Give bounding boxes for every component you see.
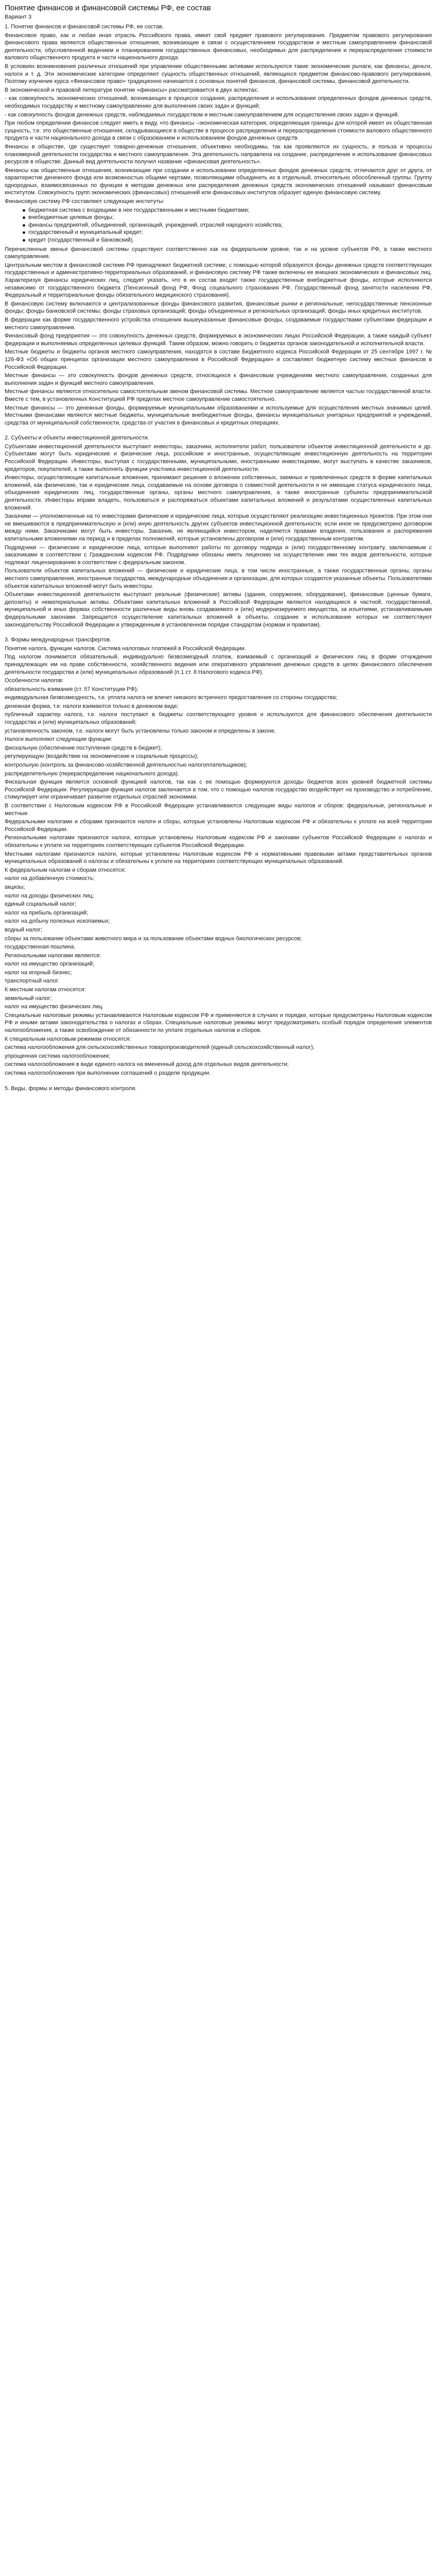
list-line: налог на имущество организаций;: [5, 961, 95, 968]
list-line: единый социальный налог;: [5, 901, 77, 908]
document-page: [0, 0, 436, 1109]
paragraph: индивидуальная безвозмездность, т.е. уплата налога не влечет никакого встречного предоставления со стороны государства;: [5, 694, 338, 701]
paragraph: Финансовый фонд предприятия — это совокупность денежных средств, формируемых в экономических лицах Российской Федерации, а также каждый субъект федерации и выполняемых определенных целевых функций. Таким образом, можно говорить о бюджетах органов законодательной и исполнительной власти.: [5, 333, 432, 347]
list-line: упрощенная система налогообложения;: [5, 1053, 110, 1059]
paragraph: - как совокупность фондов денежных средств, наблюдаемых государством и местным самоуправлением для осуществления своих задач и функций.: [5, 111, 399, 118]
list-line: налог на прибыль организаций;: [5, 909, 88, 916]
paragraph: Подрядчики — физические и юридические лица, которые выполняют работы по договору подряда и (или) государственному контракту, заключаемым с заказчиками в соответствии с Гражданским кодексом РФ. Подрядчики обязаны иметь лицензию на осуществление ими тех видов деятельности, которые подлежат лицензированию в соответствии с федеральным законом.: [5, 544, 432, 566]
paragraph: Федеральными налогами и сборами признаются налоги и сборы, которые установлены Налоговым кодексом РФ и обязательны к уплате на всей территории Российской Федерации.: [5, 819, 432, 833]
paragraph: публичный характер налога, т.е. налоги поступают в бюджеты соответствующего уровня и используются для финансового обеспечения деятельности государства и (или) муниципальных образований;: [5, 711, 432, 726]
paragraph: В финансовую систему включаются и централизованные фонды финансового развития, финансовые рынки и региональные; негосударственные пенсионные фонды; фонды банковской системы; фонды страховых организаций; фонды объединенных и региональных организаций; фонды иных кредитных институтов.: [5, 300, 432, 315]
list-line: водный налог;: [5, 926, 43, 933]
list-item: государственный и муниципальный кредит;: [28, 229, 432, 236]
paragraph: обязательность взимания (ст. 57 Конституции РФ);: [5, 686, 138, 692]
list-line: налог на добычу полезных ископаемых;: [5, 918, 110, 925]
list-item: кредит (государственный и банковский).: [28, 236, 432, 244]
paragraph: Центральным местом в финансовой системе РФ принадлежит бюджетной системе, с помощью которой образуются фонды денежных средств соответствующих государственных и административно-территориальных образований, и финансовую систему РФ также включены ее внешних экономических и финансовых лиц. Характеризуя финансы юридических лиц, следует указать, что в их состав входят также государственные внебюджетные фонды, которые исполняются независимо от государственного бюджета (Пенсионный фонд РФ, Фонд социального страхования РФ, Государственный фонд занятости населения РФ, Федеральный и территориальные фонды обязательного медицинского страхования).: [5, 262, 432, 299]
paragraph: денежная форма, т.е. налоги взимаются только в денежном виде;: [5, 703, 179, 709]
paragraph: Налоги выполняют следующие функции:: [5, 736, 113, 743]
paragraph: фискальную (обеспечение поступления средств в бюджет);: [5, 744, 162, 751]
paragraph: Финансовую систему РФ составляют следующие институты:: [5, 198, 165, 205]
list-line: налог на добавленную стоимость;: [5, 875, 95, 882]
paragraph: При любом определении финансов следует иметь в виду, что финансы –экономическая категория, определяющая границы для которой имеет их общественная сущность, т.е. это общественные отношения, складывающиеся в обществе в процессе распределения и перераспределения стоимости валового общественного продукта и части национального дохода в связи с образованием и использованием фондов денежных средств.: [5, 120, 432, 142]
list-line: система налогообложения для сельскохозяйственных товаропроизводителей (единый сельскохозяйственный налог);: [5, 1044, 315, 1051]
list-line: сборы за пользование объектами животного мира и за пользование объектами водных биологических ресурсов;: [5, 935, 302, 942]
paragraph: Региональными налогами признаются налоги, которые установлены Налоговым кодексом РФ и законами субъектов Российской Федерации о налогах и обязательны к уплате на территориях соответствующих субъектов Российской Федерации.: [5, 835, 432, 849]
paragraph: Пользователи объектов капитальных вложений — физические и юридические лица, в том числе иностранные, а также государственные органы, органы местного самоуправления, иностранные государства, международные объединения и организации, для которых создаются указанные объекты. Пользователями объектов капитальных вложений могут быть инвесторы.: [5, 568, 432, 589]
paragraph: Специальные налоговые режимы устанавливаются Налоговым кодексом РФ и применяются в случаях и порядке, которые предусмотрены Налоговым кодексом РФ и иными актами законодательства о налогах и сборах. Специальные налоговые режимы могут предусматривать особый порядок определения элементов налогообложения, а также освобождение от обязанности по уплате отдельных налогов и сборов.: [5, 1012, 432, 1034]
paragraph: Местные финансы — это совокупность фондов денежных средств, относящихся к финансовым учреждениям местного самоуправления, созданных для выполнения задач и функций местного самоуправления.: [5, 372, 432, 386]
financial-system-list: [5, 207, 432, 244]
paragraph: Финансы как общественные отношения, возникающие при создании и использовании определенных фондов денежных средств, отличаются друг от друга, от характеристик денежного фонда или возможностью общими чертами, позволяющими объединить их в отдельный, относительно обособленный группы. Группу однородных, взаимосвязанных по функции в методам денежных или распределения денежных средств экономических отношений называют финансовым институтом. Совокупность групп экономических (финансовых) отношений или финансовых институтов образует единую финансовую систему.: [5, 167, 432, 196]
paragraph: Местные бюджеты и бюджеты органов местного самоуправления, находятся в составе Бюджетного кодекса Российской Федерации от 25 сентября 1997 г. № 126-ФЗ «Об общих принципах организации местного самоуправления в Российской Федерации» и составляют бюджетную систему местных финансов в Российской Федерации.: [5, 349, 432, 370]
variant-label: Вариант 3: [5, 14, 32, 20]
list-line: налог на имущество физических лиц.: [5, 1004, 104, 1010]
paragraph: К специальным налоговым режимам относятся:: [5, 1036, 131, 1042]
paragraph: Перечисленные звенья финансовой системы существуют соответственно как на федеральном уровне, так и на уровне субъектов РФ, а также местного самоуправления.: [5, 246, 432, 260]
section-5-heading: 5. Виды, формы и методы финансового контроля.: [5, 1085, 137, 1092]
list-line: налог на игорный бизнес;: [5, 969, 72, 976]
list-item: бюджетная система с входящими в нее государственными и местными бюджетами;: [28, 207, 432, 214]
paragraph: Особенности налогов:: [5, 677, 64, 684]
paragraph: Региональными налогами являются:: [5, 952, 101, 959]
paragraph: К федеральным налогам и сборам относятся:: [5, 867, 126, 873]
list-item: внебюджетные целевые фонды;: [28, 214, 432, 222]
paragraph: установленность законом, т.е. налоги могут быть установлены только законом и определены в законе.: [5, 727, 276, 734]
section-3-heading: 3. Формы международных трансфертов.: [5, 637, 112, 643]
list-line: система налогообложения в виде единого налога на вмененный доход для отдельных видов деятельности;: [5, 1061, 289, 1068]
paragraph: регулирующую (воздействие на экономические и социальные процессы);: [5, 753, 199, 760]
paragraph: В соответствии с Налоговым кодексом РФ в Российской Федерации устанавливаются следующие виды налогов и сборов: федеральные, региональные и местные.: [5, 803, 432, 817]
paragraph: В экономической и правовой литературе понятие «финансы» рассматривается в двух аспектах:: [5, 87, 259, 93]
document-title: Понятие финансов и финансовой системы РФ, ее состав: [5, 4, 211, 12]
paragraph: Объектами инвестиционной деятельности выступают реальные (физические) активы (здания, сооружения, оборудование), финансовые (ценные бумаги, депозиты) и нематериальные активы. Объектами капитальных вложений в Российской Федерации являются находящиеся в частной, государственной, муниципальной и иных формах собственности различные виды вновь создаваемого и (или) модернизируемого имущества, за изъятиями, устанавливаемыми федеральными законами. Запрещается осуществление капитальных вложений в объекты, создание и использование которых не соответствуют законодательству Российской Федерации и утвержденным в установленном порядке стандартам (нормам и правилам).: [5, 591, 432, 628]
paragraph: Субъектами инвестиционной деятельности выступают инвесторы, заказчики, исполнители работ, пользователи объектов инвестиционной деятельности и др. Субъектами могут быть юридические и физические лица, российские и иностранные, осуществляющие инвестиционную деятельность на территории Российской Федерации. Инвесторы, выступая с государственными, муниципальными, иностранными инвестициями, могут выступать в качестве заказчиков, кредиторов, покупателей, а также выполнять функции участника инвестиционной деятельности.: [5, 443, 432, 472]
section-1-heading: 1. Понятие финансов и финансовой системы РФ, ее состав.: [5, 24, 164, 30]
paragraph: Заказчики — уполномоченные на то инвесторами физические и юридические лица, которые осуществляют реализацию инвестиционных проектов. При этом они не вмешиваются в предпринимательскую и (или) иную деятельность других субъектов инвестиционной деятельности, если иное не предусмотрено договором между ними. Заказчиками могут быть инвесторы. Заказчик, не являющийся инвестором, наделяется правами владения, пользования и распоряжения капитальными вложениями на период и в пределах полномочий, которые установлены договором и (или) государственным контрактом.: [5, 513, 432, 542]
list-line: акцизы;: [5, 884, 25, 890]
paragraph: В федерации как форме государственного устройства отношения вышеуказанные финансовые фонды, создаваемые государствами субъектами федерации и местного самоуправления.: [5, 316, 432, 331]
section-2-heading: 2. Субъекты и объекты инвестиционной деятельности.: [5, 435, 149, 442]
paragraph: Фискальная функция является основной функцией налогов, так как с ее помощью формируются доходы бюджетов всех уровней бюджетной системы Российской Федерации. Регулирующая функция налогов заключается в том, что с помощью налогов государство воздействует на производство и потребление, стимулирует или ограничивает развитие отдельных отраслей экономики.: [5, 779, 432, 801]
list-line: система налогообложения при выполнении соглашений о разделе продукции.: [5, 1070, 211, 1076]
paragraph: К местным налогам относятся:: [5, 987, 86, 993]
paragraph: Финансы в обществе, где существует товарно-денежные отношения, объективно необходимы, так как проявляются их сущность, в польза и процессы планомерной деятельности государства и местного самоуправления. Эта деятельность направлена на создание, распределение и использование финансовых ресурсов в обществе. Данный вид деятельности получил название «финансовая деятельность».: [5, 143, 432, 165]
paragraph: Местные финансы — это денежные фонды, формируемые муниципальными образованиями и используемые для осуществления местных значимых целей. Местными финансами являются местные бюджеты, муниципальные внебюджетные фонды, финансы муниципальных унитарных предприятий и учреждений, средства от муниципальной собственности, средства от участия в финансовых и кредитных операциях.: [5, 404, 432, 426]
paragraph: Инвесторы, осуществляющие капитальные вложения, принимают решения о вложении собственных, заемных и привлеченных средств в форме капитальных вложений, как физические, так и юридические лица, создаваемые на основе договора о совместной деятельности и не имеющие статуса юридического лица, объединения юридических лиц, государственные органы, органы местного самоуправления, а также иностранные субъекты предпринимательской деятельности. Инвесторы вправе владеть, пользоваться и распоряжаться объектами капитальных вложений и результатами осуществленных капитальных вложений.: [5, 474, 432, 511]
paragraph: Местными налогами признаются налоги, которые установлены Налоговым кодексом РФ и нормативными правовыми актами представительных органов муниципальных образований о налогах и обязательны к уплате на территориях соответствующих муниципальных образований.: [5, 851, 432, 865]
list-line: налог на доходы физических лиц;: [5, 892, 94, 899]
list-line: транспортный налог.: [5, 978, 59, 985]
list-item: финансы предприятий, объединений, организаций, учреждений, отраслей народного хозяйства;: [28, 222, 432, 229]
paragraph: распределительную (перераспределение национального дохода).: [5, 770, 180, 777]
paragraph: Финансовое право, как и любая иная отрасль Российского права, имеет свой предмет правового регулирования. Предметом правового регулирования финансового права являются общественные отношения, возникающие в связи с осуществлением государством и местным самоуправлением финансовой деятельности, обусловленной ведением и планированием государственных финансовых, необходимых для распределения и перераспределения стоимости валового общественного продукта и части национального дохода.: [5, 32, 432, 61]
paragraph: Понятие налога, функции налогов. Система налоговых платежей в Российской Федерации.: [5, 645, 246, 652]
paragraph: - как совокупность экономических отношений, возникающих в процессе создания, распределения и использования определенных фондов денежных средств, необходимых государству и местному самоуправлению для выполнения своих задач и функций;: [5, 95, 432, 109]
paragraph: контрольную (контроль за финансово-хозяйственной деятельностью налогоплательщиков);: [5, 762, 248, 769]
paragraph: В условиях возникновения различных отношений при управлении общественными активами используются такие экономические рычаги, как финансы, деньги, налоги и т. д. Эти экономические категории определяют сущность общественных отношений, являющихся предметом финансово-правового регулирования. Поэтому изучение курса «Финансовое право» традиционно начинается с основных понятий финансов, финансовой системы, финансовой деятельности.: [5, 63, 432, 85]
list-line: земельный налог;: [5, 995, 52, 1002]
paragraph: Под налогом понимается обязательный, индивидуально безвозмездный платеж, взимаемый с организаций и физических лиц в форме отчуждения принадлежащих им на праве собственности, хозяйственного ведения или оперативного управления денежных средств в целях финансового обеспечения деятельности государства и (или) муниципальных образований (п.1 ст. 8 Налогового кодекса РФ).: [5, 654, 432, 675]
paragraph: Местные финансы являются относительно самостоятельным звеном финансовой системы. Местное самоуправление является частью государственной власти. Вместе с тем, в установленных Конституцией РФ пределах местное самоуправление самостоятельно.: [5, 388, 432, 402]
list-line: государственная пошлина.: [5, 944, 76, 951]
